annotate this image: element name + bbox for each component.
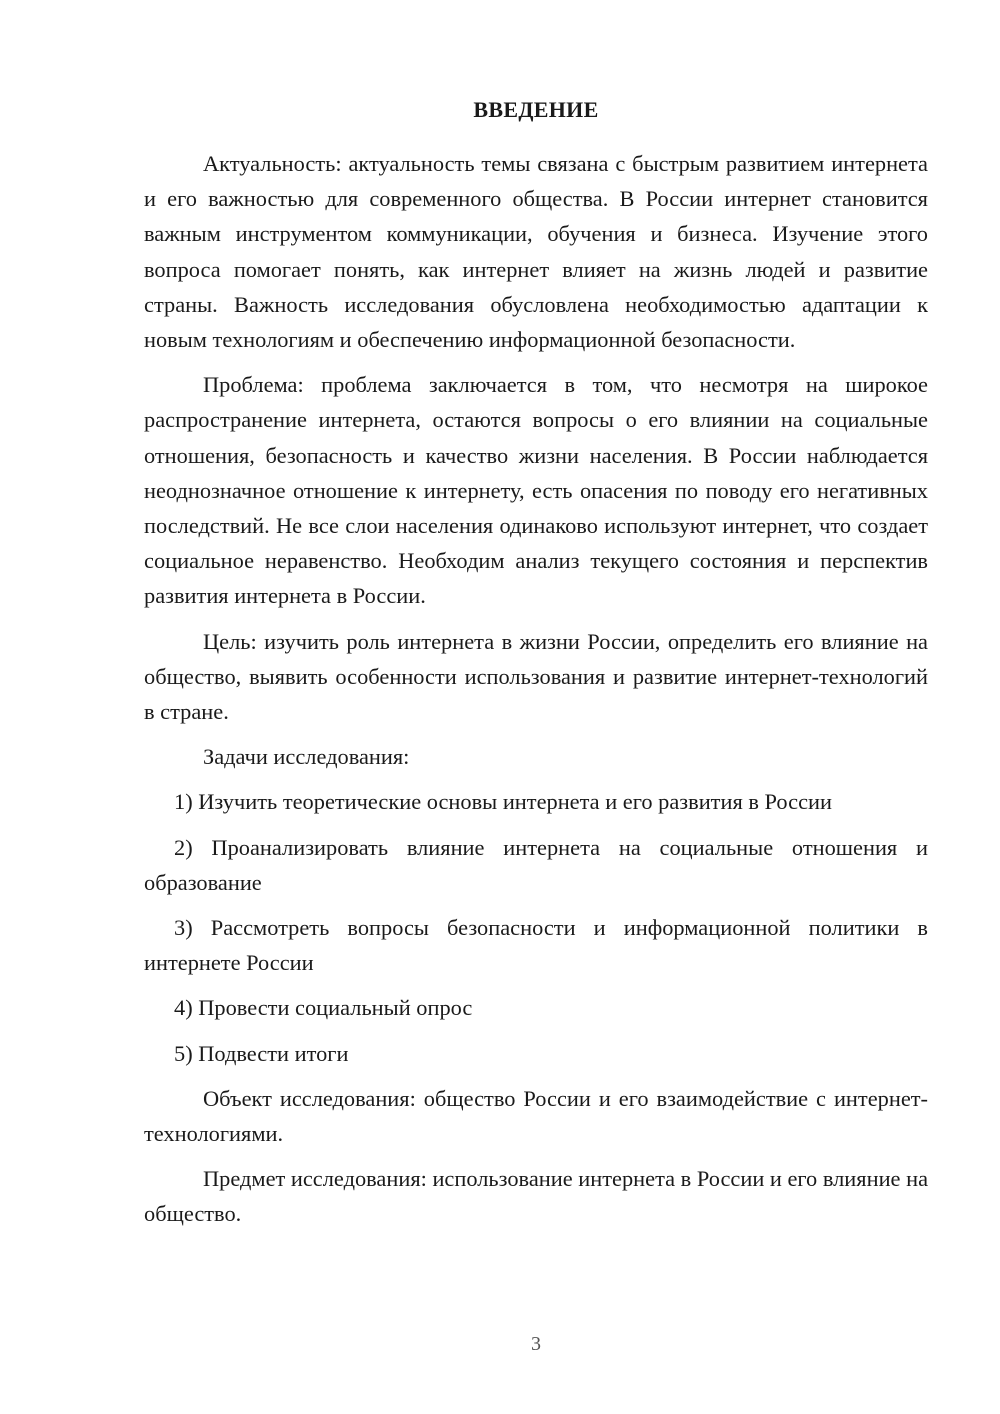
page-title: ВВЕДЕНИЕ [473, 97, 599, 122]
paragraph-object: Объект исследования: общество России и его взаимодействие с интернет-технологиями. [144, 1085, 928, 1147]
task-item-5: 5) Подвести итоги [174, 1040, 349, 1066]
tasks-title: Задачи исследования: [203, 744, 410, 770]
document-page [144, 96, 928, 1242]
task-item-4: 4) Провести социальный опрос [174, 995, 473, 1021]
paragraph-subject: Предмет исследования: использование интернета в России и его влияние на общество. [144, 1166, 929, 1227]
paragraph-problem: Проблема: проблема заключается в том, что несмотря на широкое распространение интернета, остаются вопросы о его влиянии на социальные отношения, безопасность и качество жизни населения. В России наблюдается неоднозначное отношение к интернету, есть опасения по поводу его негативных последствий. Не все слои населения одинаково используют интернет, что создает социальное неравенство. Необходим анализ текущего состояния и перспектив развития интернета в России. [144, 372, 928, 609]
page-number: 3 [531, 1333, 541, 1355]
paragraph-relevance: Актуальность: актуальность темы связана с быстрым развитием интернета и его важностью для современного общества. В России интернет становится важным инструментом коммуникации, обучения и бизнеса. Изучение этого вопроса помогает понять, как интернет влияет на жизнь людей и развитие страны. Важность исследования обусловлена необходимостью адаптации к новым технологиям и обеспечению информационной безопасности. [144, 151, 928, 353]
task-item-3: 3) Рассмотреть вопросы безопасности и информационной политики в интернете России [144, 915, 928, 976]
paragraph-goal: Цель: изучить роль интернета в жизни России, определить его влияние на общество, выявить особенности использования и развитие интернет-технологий в стране. [144, 628, 928, 725]
task-item-1: 1) Изучить теоретические основы интернета и его развития в России [174, 789, 833, 815]
task-item-2: 2) Проанализировать влияние интернета на социальные отношения и образование [144, 834, 928, 895]
